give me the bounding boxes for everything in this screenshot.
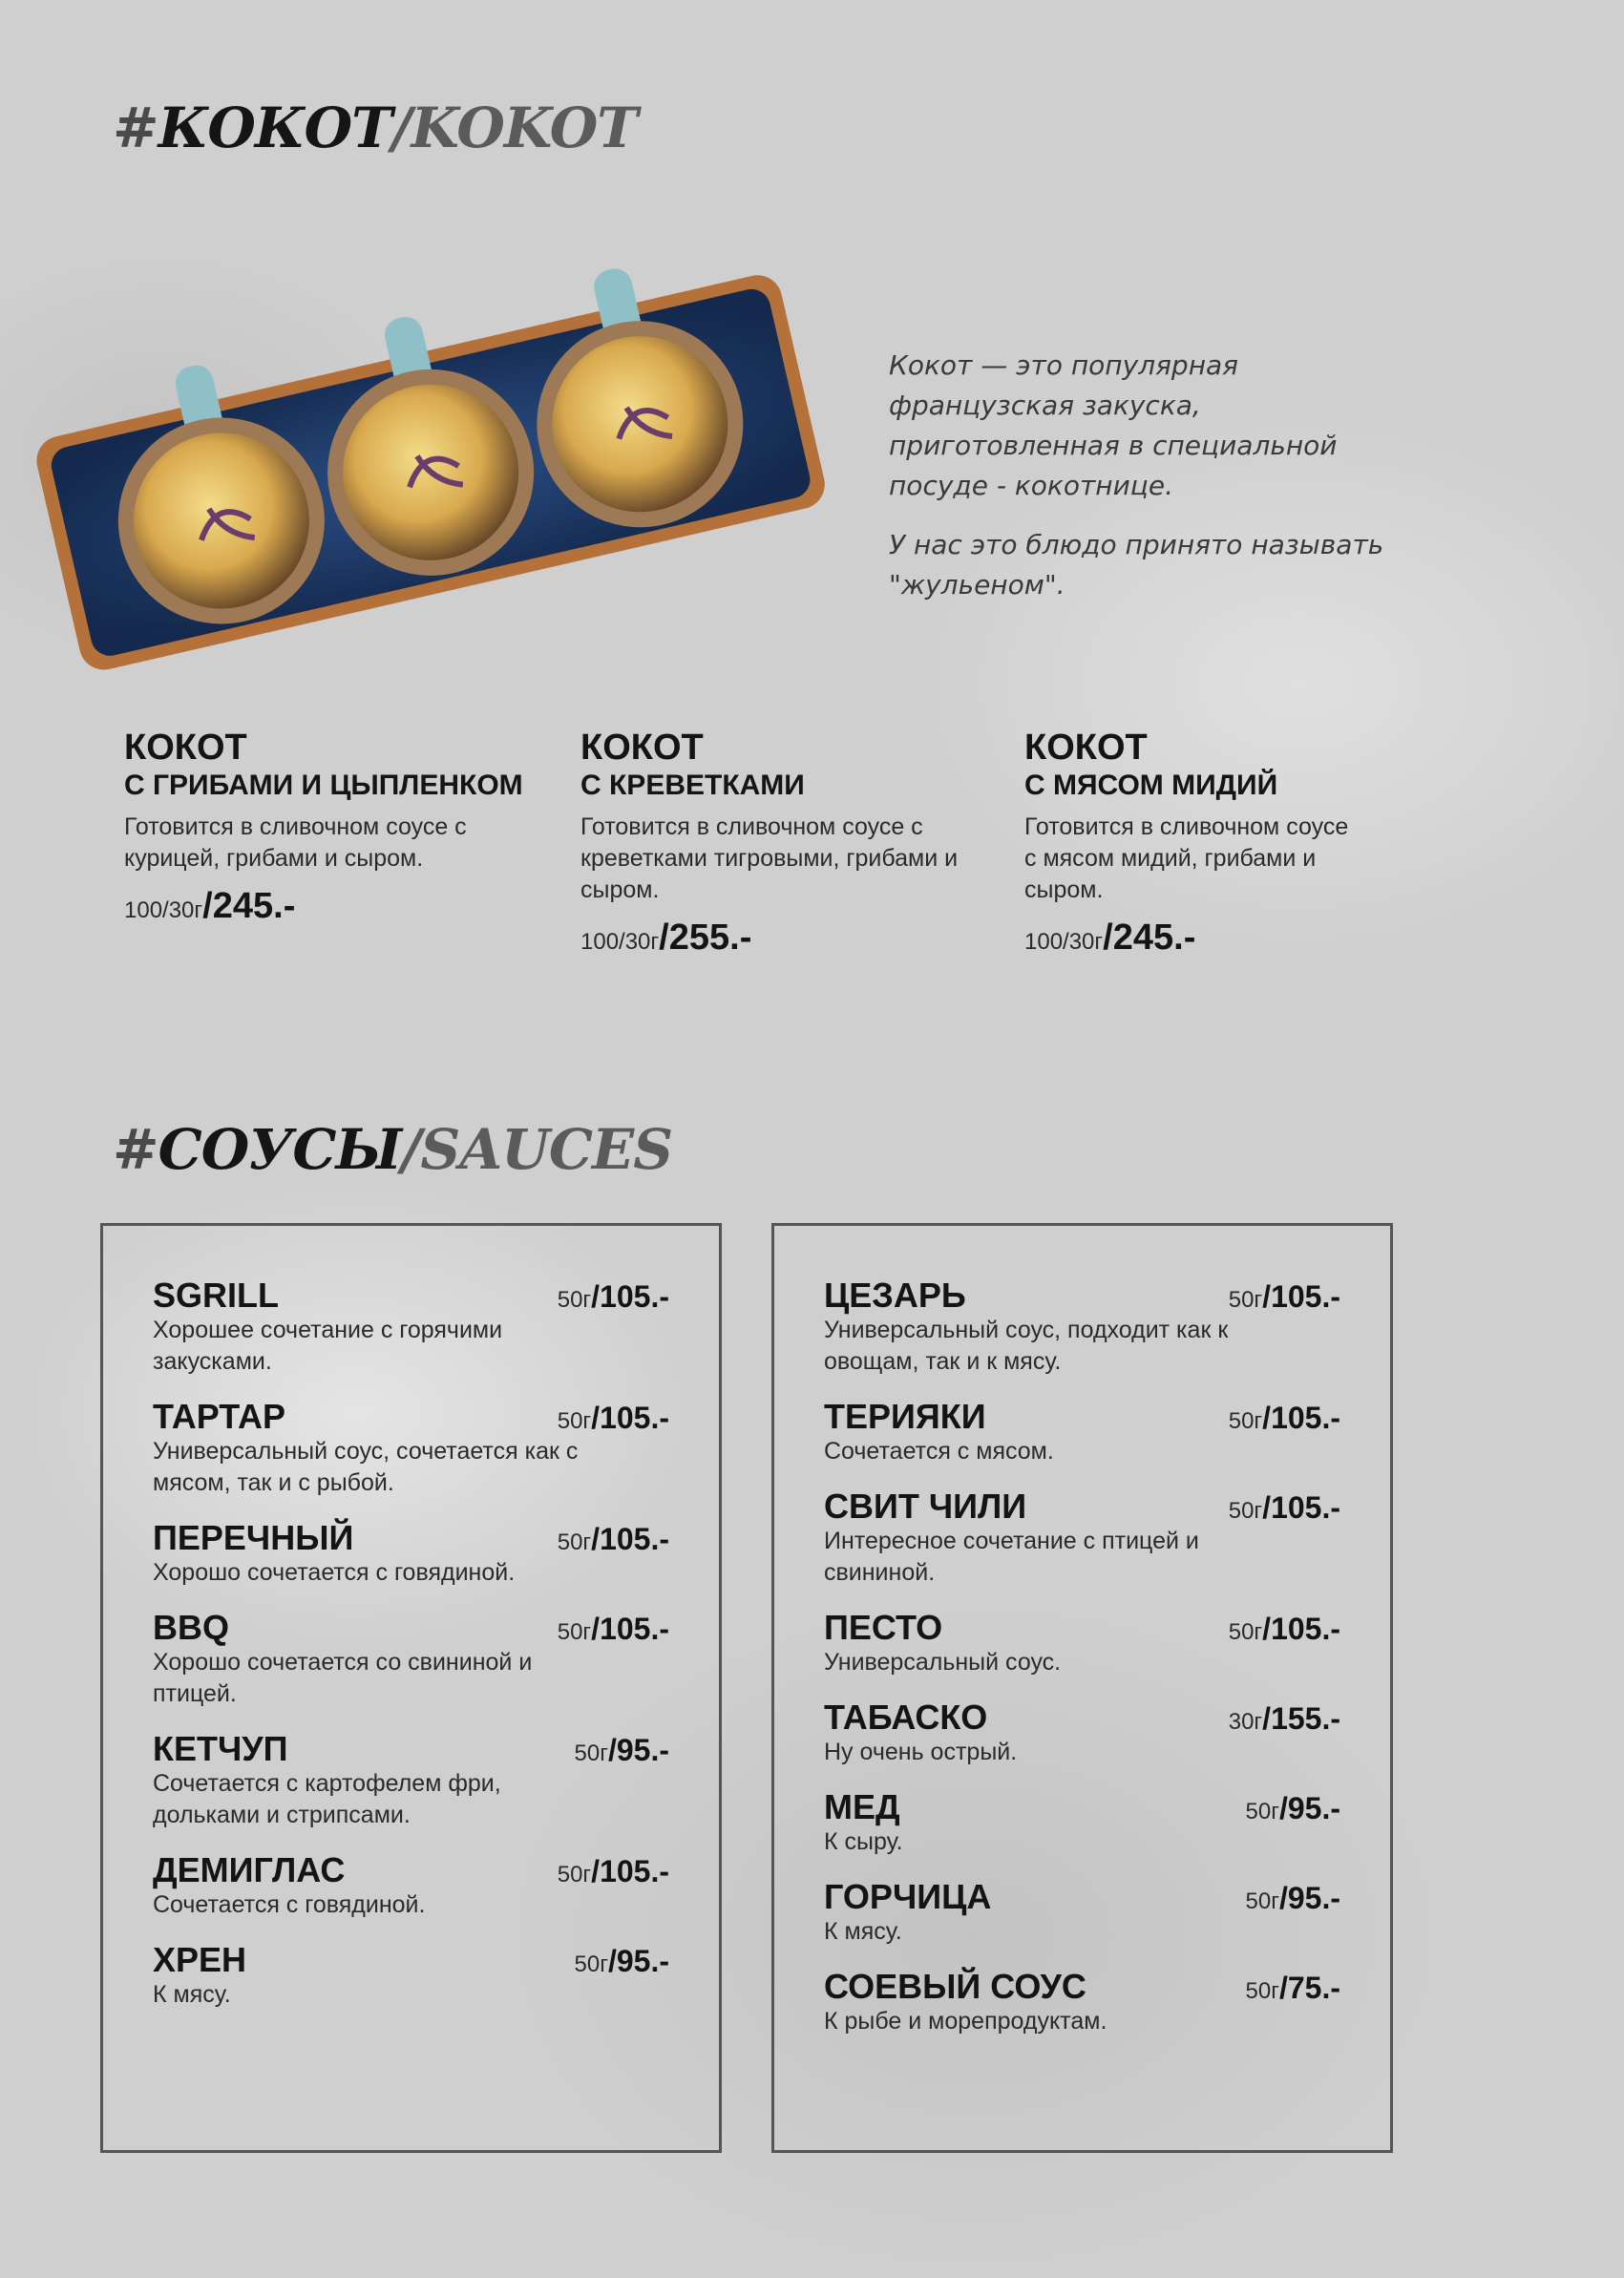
dish-item [124, 728, 544, 927]
sauce-price [1229, 1612, 1340, 1647]
sauce-price-value: /105.- [591, 1612, 669, 1646]
sauce-description: К мясу. [153, 1981, 231, 2008]
sauce-price-value: /95.- [607, 1733, 669, 1767]
dish-price-value: /245.- [202, 886, 296, 926]
heading-hash: # [113, 95, 158, 160]
sauce-price [558, 1522, 669, 1557]
dish-price [1024, 918, 1349, 959]
sauce-item [153, 1399, 669, 1499]
sauce-name: ПЕСТО [824, 1608, 943, 1647]
sauce-price-value: /105.- [1262, 1612, 1340, 1646]
sauce-name: КЕТЧУП [153, 1729, 288, 1768]
sauce-price [1246, 1971, 1340, 2006]
dish-subtitle: С КРЕВЕТКАМИ [580, 770, 805, 801]
sauce-item [153, 1610, 669, 1710]
sauce-name: СВИТ ЧИЛИ [824, 1487, 1027, 1526]
sauces-box-left [100, 1223, 722, 2153]
sauce-price [1246, 1791, 1340, 1826]
sauce-price-value: /155.- [1262, 1701, 1340, 1736]
sauce-name: МЕД [824, 1787, 900, 1826]
dish-item [1024, 728, 1349, 959]
sauce-price-value: /95.- [607, 1944, 669, 1978]
sauce-name: СОЕВЫЙ СОУС [824, 1967, 1086, 2006]
sauce-price [575, 1733, 669, 1768]
sauce-price [1229, 1279, 1340, 1315]
sauce-item [824, 1879, 1340, 1948]
sauce-weight: 50г [1228, 1287, 1263, 1313]
sauce-item [824, 1699, 1340, 1768]
sauce-price-value: /105.- [591, 1401, 669, 1435]
dish-subtitle: С ГРИБАМИ И ЦЫПЛЕНКОМ [124, 770, 523, 801]
heading-en: KOKOT [411, 95, 638, 160]
dish-name: КОКОТ [580, 728, 704, 768]
heading-hash: # [113, 1117, 158, 1182]
sauce-weight: 50г [1245, 1978, 1279, 2004]
sauce-name: ТЕРИЯКИ [824, 1397, 986, 1436]
sauce-item [824, 1969, 1340, 2037]
sauce-item [153, 1520, 669, 1589]
sauce-description: Хорошее сочетание с горячими закусками. [153, 1317, 503, 1375]
sauce-weight: 50г [557, 1862, 592, 1888]
sauce-price [1229, 1490, 1340, 1526]
kokot-heading [113, 95, 637, 160]
sauce-item [824, 1277, 1340, 1378]
dish-price-value: /255.- [659, 918, 752, 958]
sauce-description: К рыбе и морепродуктам. [824, 2008, 1107, 2035]
sauce-price-value: /95.- [1278, 1791, 1340, 1825]
sauce-weight: 50г [574, 1740, 608, 1766]
sauce-weight: 50г [574, 1951, 608, 1977]
sauce-price [558, 1401, 669, 1436]
sauce-item [824, 1399, 1340, 1467]
sauces-heading [113, 1117, 672, 1182]
sauce-item [153, 1731, 669, 1831]
sauce-name: BBQ [153, 1608, 229, 1647]
dish-price-value: /245.- [1103, 918, 1196, 958]
sauce-price [1246, 1881, 1340, 1916]
sauce-weight: 50г [1245, 1799, 1279, 1825]
sauce-description: Сочетается с мясом. [824, 1438, 1054, 1465]
sauce-description: Сочетается с картофелем фри, дольками и стрипсами. [153, 1770, 501, 1828]
dish-weight: 100/30г [580, 929, 660, 955]
dish-weight: 100/30г [124, 897, 203, 923]
kokot-photo [29, 239, 831, 697]
sauce-description: К сыру. [824, 1828, 903, 1855]
sauce-item [824, 1610, 1340, 1678]
heading-separator: / [391, 95, 411, 160]
sauce-name: ТАБАСКО [824, 1698, 988, 1737]
dish-subtitle: С МЯСОМ МИДИЙ [1024, 770, 1278, 801]
sauce-description: Универсальный соус, подходит как к овощам, так и к мясу. [824, 1317, 1229, 1375]
sauce-price-value: /105.- [591, 1279, 669, 1314]
sauce-name: ПЕРЕЧНЫЙ [153, 1518, 354, 1557]
sauce-price [575, 1944, 669, 1979]
sauce-item [153, 1277, 669, 1378]
sauce-price [1229, 1701, 1340, 1737]
dish-weight: 100/30г [1024, 929, 1104, 955]
sauce-price [558, 1854, 669, 1889]
sauce-item [824, 1789, 1340, 1858]
sauce-weight: 50г [557, 1529, 592, 1555]
heading-separator: / [401, 1117, 421, 1182]
dish-price [124, 886, 544, 927]
dish-name: КОКОТ [124, 728, 247, 768]
sauce-price [1229, 1401, 1340, 1436]
intro-paragraph: У нас это блюдо принято называть "жульеном". [889, 529, 1384, 601]
dish-item [580, 728, 1001, 959]
sauce-description: Сочетается с говядиной. [153, 1891, 426, 1918]
sauce-description: Хорошо сочетается со свининой и птицей. [153, 1649, 533, 1707]
sauce-name: SGRILL [153, 1276, 279, 1315]
sauce-description: Универсальный соус. [824, 1649, 1062, 1676]
sauce-item [153, 1852, 669, 1921]
sauce-description: Ну очень острый. [824, 1739, 1018, 1765]
dish-description: Готовится в сливочном соусе с креветками тигровыми, грибами и сыром. [580, 813, 959, 903]
sauce-price-value: /105.- [1262, 1401, 1340, 1435]
sauce-description: Хорошо сочетается с говядиной. [153, 1559, 516, 1586]
sauce-weight: 50г [557, 1619, 592, 1645]
sauce-name: ДЕМИГЛАС [153, 1850, 346, 1889]
sauce-price [558, 1612, 669, 1647]
sauce-weight: 50г [1228, 1498, 1263, 1524]
kokot-intro [889, 346, 1424, 624]
sauce-item [153, 1942, 669, 2011]
sauces-box-right [771, 1223, 1393, 2153]
sauce-weight: 50г [1228, 1619, 1263, 1645]
dish-description: Готовится в сливочном соусе с мясом мидий, грибами и сыром. [1024, 813, 1349, 903]
sauce-list [153, 1277, 669, 2032]
intro-paragraph: Кокот — это популярная французская закуска, приготовленная в специальной посуде - кокотнице. [889, 349, 1338, 501]
sauce-weight: 50г [1228, 1408, 1263, 1434]
dish-name: КОКОТ [1024, 728, 1148, 768]
heading-ru: СОУСЫ [158, 1117, 402, 1182]
sauce-weight: 50г [557, 1408, 592, 1434]
sauce-price-value: /75.- [1278, 1971, 1340, 2005]
dish-description: Готовится в сливочном соусе с курицей, грибами и сыром. [124, 813, 467, 872]
sauce-name: ЦЕЗАРЬ [824, 1276, 966, 1315]
sauce-price [558, 1279, 669, 1315]
sauce-weight: 50г [557, 1287, 592, 1313]
sauce-price-value: /95.- [1278, 1881, 1340, 1915]
sauce-list [824, 1277, 1340, 2058]
sauce-price-value: /105.- [591, 1522, 669, 1556]
sauce-weight: 30г [1228, 1709, 1263, 1735]
sauce-description: К мясу. [824, 1918, 902, 1945]
sauce-name: ТАРТАР [153, 1397, 285, 1436]
sauce-description: Интересное сочетание с птицей и свининой. [824, 1528, 1199, 1586]
sauce-name: ХРЕН [153, 1940, 247, 1979]
sauce-item [824, 1488, 1340, 1589]
sauce-description: Универсальный соус, сочетается как с мясом, так и с рыбой. [153, 1438, 579, 1496]
sauce-price-value: /105.- [1262, 1490, 1340, 1525]
sauce-price-value: /105.- [1262, 1279, 1340, 1314]
heading-en: SAUCES [420, 1117, 673, 1182]
sauce-weight: 50г [1245, 1888, 1279, 1914]
dish-price [580, 918, 1001, 959]
sauce-name: ГОРЧИЦА [824, 1877, 992, 1916]
sauce-price-value: /105.- [591, 1854, 669, 1888]
heading-ru: КОКОТ [158, 95, 392, 160]
